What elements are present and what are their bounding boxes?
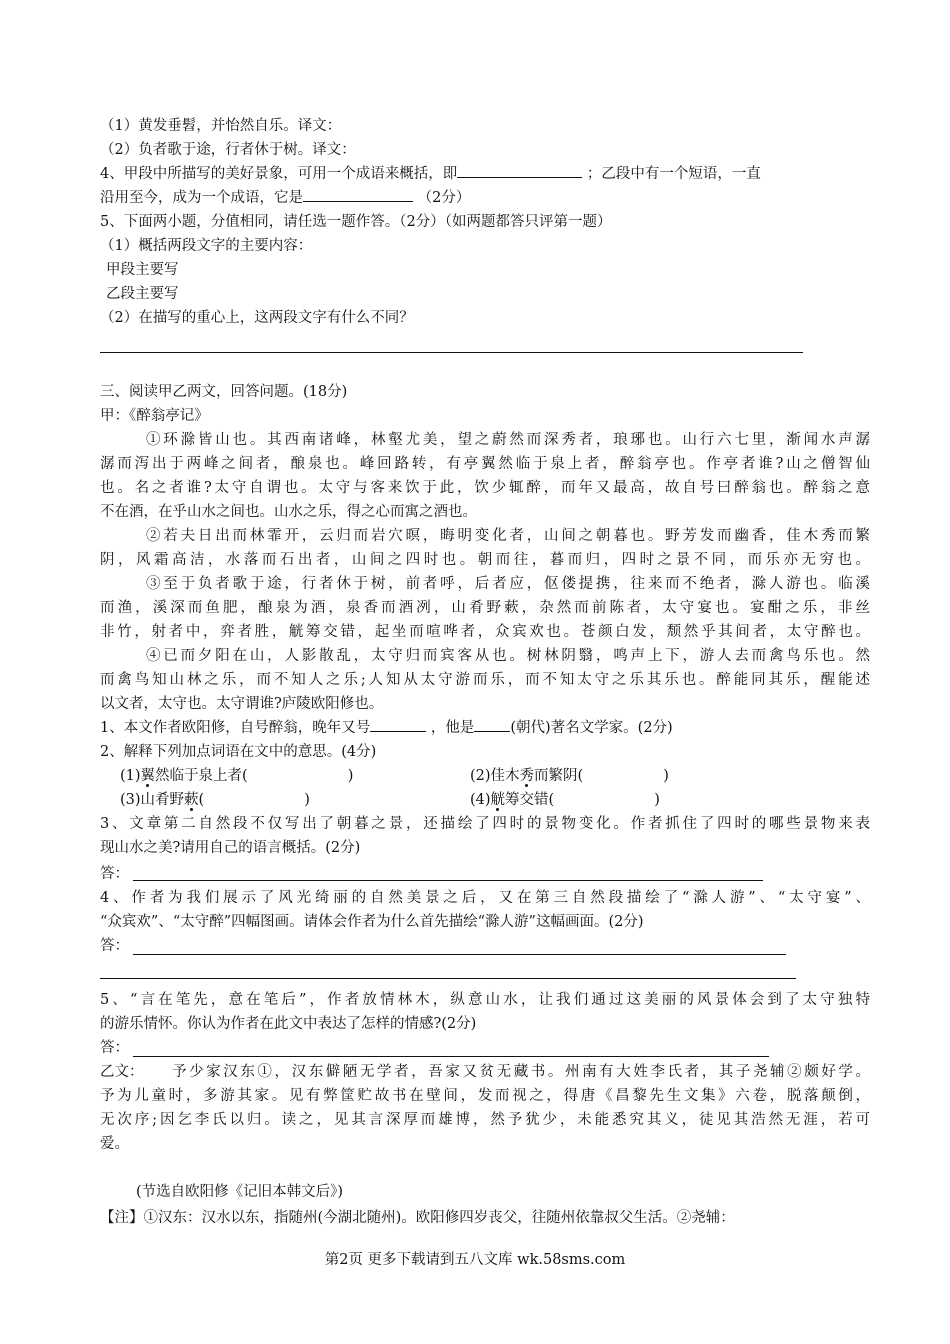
p1-line-3: 也。名之者谁?太守自谓也。太守与客来饮于此，饮少辄醉，而年又最高，故自号曰醉翁也。醉翁之意 [100,480,870,496]
dotted-word: 蔌 [184,792,199,808]
s3-q1-text-a: 1、本文作者欧阳修，自号醉翁，晚年又号 [100,720,371,736]
item-close: ) [304,792,310,808]
item-prefix: (2)佳木 [470,768,520,784]
s3-q4-line-1: 4、作者为我们展示了风光绮丽的自然美景之后，又在第三自然段描绘了“滁人游”、“太守宴”、 [100,890,870,906]
q5-sub-2: （2）在描写的重心上，这两段文字有什么不同？ [100,310,414,326]
s3-q2: 2、解释下列加点词语在文中的意思。(4分) [100,744,377,760]
q4-text-c: 沿用至今，成为一个成语，它是 [100,190,303,206]
p3-line-1: ③至于负者歌于途，行者休于树，前者呼，后者应，伛偻提携，往来而不绝者，滁人游也。临溪 [146,576,870,592]
p1-line-1: ①环滁皆山也。其西南诸峰，林壑尤美，望之蔚然而深秀者，琅琊也。山行六七里，渐闻水声潺 [146,432,870,448]
p2-line-1: ②若夫日出而林霏开，云归而岩穴暝，晦明变化者，山间之朝暮也。野芳发而幽香，佳木秀而繁 [146,528,870,544]
item-close: ) [663,768,669,784]
s3-q1-text-c: (朝代)著名文学家。(2分) [510,720,673,736]
yi-line-2: 予为儿童时，多游其家。见有弊筐贮故书在壁间，发而视之，得唐《昌黎先生文集》六卷，脱落颠倒， [100,1088,870,1104]
p4-line-3: 以文者，太守也。太守谓谁?庐陵欧阳修也。 [100,696,384,712]
item-prefix: (3)山肴野 [120,792,185,808]
answer-line[interactable] [133,880,763,881]
answer-line[interactable] [100,352,803,353]
s3-q1-text-b: ，他是 [430,720,475,736]
yi-label: 乙文： [100,1064,144,1080]
answer-line[interactable] [100,978,796,979]
q3-item-1: （1）黄发垂髫，并怡然自乐。译文： [100,118,342,134]
section3-heading: 三、阅读甲乙两文，回答问题。(18分) [100,384,348,400]
q4-text-b: ；乙段中有一个短语，一直 [586,166,761,182]
q3-item-2: （2）负者歌于途，行者休于树。译文： [100,142,356,158]
page-footer: 第2页 更多下载请到五八文库 wk.58sms.com [324,1252,626,1268]
yi-source: (节选自欧阳修《记旧本韩文后》) [136,1184,344,1200]
q5-heading: 5、下面两小题，分值相同，请任选一题作答。（2分）（如两题都答只评第一题） [100,214,612,230]
answer-blank[interactable] [303,187,413,202]
yi-line-3: 无次序;因乞李氏以归。读之，见其言深厚而雄博，然予犹少，未能悉究其义，徒见其浩然无涯，若可 [100,1112,870,1128]
s3-q4-answer-label: 答： [100,938,129,954]
jia-title: 甲：《醉翁亭记》 [100,408,209,424]
s3-q3-answer-label: 答： [100,866,129,882]
q4-text-a: 4、甲段中所描写的美好景象，可用一个成语来概括，即 [100,166,458,182]
dotted-word: 觥 [490,792,506,808]
q4-line-1 [100,162,870,186]
item-close: ) [347,768,354,784]
answer-blank[interactable] [457,163,582,178]
q5-sub-1: （1）概括两段文字的主要内容： [100,238,313,254]
s3-q1 [100,716,870,740]
item-text: 筹交错( [505,792,555,808]
s3-q5-line-1: 5、“言在笔先，意在笔后”，作者放情林木，纵意山水，让我们通过这美丽的风景体会到了太守独特 [100,992,870,1008]
item-text: ( [198,792,205,808]
p1-line-4: 不在酒，在乎山水之间也。山水之乐，得之心而寓之酒也。 [100,504,477,520]
answer-line[interactable] [133,954,786,955]
yi-line-1: 予少家汉东①，汉东僻陋无学者，吾家又贫无藏书。州南有大姓李氏者，其子尧辅②颇好学。 [172,1064,870,1080]
s3-q4-line-2: “众宾欢”、“太守醉”四幅图画。请体会作者为什么首先描绘“滁人游”这幅画面。(2分) [100,914,644,930]
s3-q5-line-2: 的游乐情怀。你认为作者在此文中表达了怎样的情感?(2分) [100,1016,477,1032]
s3-q2-item-2 [470,764,850,788]
item-prefix: (1) [120,768,141,784]
answer-blank[interactable] [370,717,426,732]
dotted-word: 秀 [519,768,535,784]
p4-line-2: 而禽鸟知山林之乐，而不知人之乐;人知从太守游而乐，而不知太守之乐其乐也。醉能同其乐，醒能述 [100,672,870,688]
item-text: 而繁阴( [534,768,584,784]
item-text: 然临于泉上者( [155,768,248,784]
answer-blank[interactable] [474,717,510,732]
dotted-word: 翼 [140,768,156,784]
q4-line-2 [100,186,870,210]
q5-jia-summary: 甲段主要写 [106,262,179,278]
p3-line-3: 非竹，射者中，弈者胜，觥筹交错，起坐而喧哗者，众宾欢也。苍颜白发，颓然乎其间者，太守醉也。 [100,624,870,640]
yi-note: 【注】①汉东：汉水以东，指随州(今湖北随州)。欧阳修四岁丧父，往随州依靠叔父生活。②尧辅： [100,1210,735,1226]
answer-line[interactable] [133,1056,769,1057]
item-close: ) [654,792,660,808]
q4-score: （2分） [417,190,471,206]
p1-line-2: 潺而泻出于两峰之间者，酿泉也。峰回路转，有亭翼然临于泉上者，醉翁亭也。作亭者谁?山之僧智仙 [100,456,870,472]
p4-line-1: ④已而夕阳在山，人影散乱，太守归而宾客从也。树林阴翳，鸣声上下，游人去而禽鸟乐也。然 [146,648,870,664]
p3-line-2: 而渔，溪深而鱼肥，酿泉为酒，泉香而酒冽，山肴野蔌，杂然而前陈者，太守宴也。宴酣之乐，非丝 [100,600,870,616]
s3-q3-line-1: 3、文章第二自然段不仅写出了朝暮之景，还描绘了四时的景物变化。作者抓住了四时的哪些景物来表 [100,816,870,832]
yi-line-4: 爱。 [100,1136,129,1152]
s3-q2-item-4 [470,788,850,812]
item-prefix: (4) [470,792,491,808]
p2-line-2: 阴，风霜高洁，水落而石出者，山间之四时也。朝而往，暮而归，四时之景不同，而乐亦无穷也。 [100,552,870,568]
q5-yi-summary: 乙段主要写 [106,286,179,302]
s3-q5-answer-label: 答： [100,1040,129,1056]
s3-q3-line-2: 现山水之美?请用自己的语言概括。(2分) [100,840,361,856]
